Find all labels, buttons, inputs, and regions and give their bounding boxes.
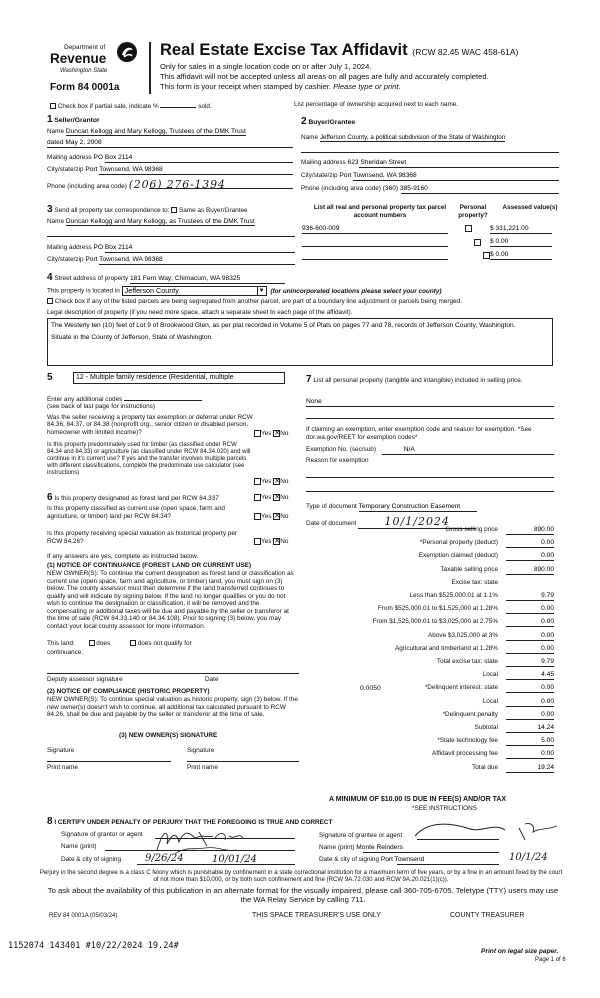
grantor-signature-row [61, 831, 143, 839]
buyer-phone-line [401, 193, 559, 194]
additional-codes-field[interactable] [124, 394, 202, 401]
parcel-line-2 [302, 246, 448, 247]
segregated-checkbox[interactable] [47, 298, 53, 304]
new-owner-signature-1[interactable] [47, 761, 171, 762]
page-number: Page 1 of 6 [535, 957, 566, 963]
parcels-col-header: List all real and personal property tax parcel account numbers [313, 204, 447, 219]
grantee-name-line [363, 852, 499, 853]
calc-row [306, 579, 554, 591]
calc-label: *Delinquent interest: state [424, 684, 498, 692]
county-note: (for unincorporated locations please select your county) [270, 287, 442, 295]
yes-label: Yes [261, 494, 272, 502]
timber-yes-no [254, 478, 288, 486]
does-not-label: does not qualify for [137, 640, 192, 647]
assessed-value-col-header: Assessed value(s) [502, 204, 558, 211]
q2-yes-checkbox[interactable] [254, 478, 261, 485]
exemption-claim-text: If claiming an exemption, enter exemption code and reason for exemption. *See dor.wa.gov/REET for exemption codes* [306, 426, 532, 441]
tax-correspondence-section [47, 204, 295, 268]
new-owner-signature-2[interactable] [187, 761, 299, 762]
calc-label: Gross selling price [445, 526, 498, 533]
calc-value[interactable]: 0.00 [506, 552, 554, 561]
section-number: 4 [47, 272, 53, 283]
section-number: 8 [47, 816, 53, 827]
personal-property-checkbox-3[interactable] [483, 252, 490, 259]
seller-city-line [99, 174, 293, 175]
see-back-note: (see back of last page for instructions) [47, 403, 155, 410]
calc-value[interactable]: 0.00 [506, 632, 554, 641]
personal-property-checkbox-1[interactable] [465, 225, 472, 232]
calc-value[interactable]: 0.00 [506, 684, 554, 693]
calc-label: Total excise tax: state [436, 658, 498, 665]
header-divider [149, 42, 151, 94]
section3-heading [47, 204, 248, 216]
buyer-heading [301, 116, 355, 128]
legal-situate-text: Situate in the County of Jefferson, State of Washington. [51, 333, 214, 341]
calc-label: Affidavit processing fee [432, 750, 498, 758]
yes-label: Yes [261, 478, 272, 486]
buyer-mail-row [301, 159, 406, 167]
type-or-print: Please type or print. [333, 82, 401, 91]
personal-property-col-header: Personal property? [458, 204, 488, 219]
doc-type-label: Type of document [306, 503, 357, 510]
parcel-line-1 [302, 233, 448, 234]
seller-heading [47, 114, 100, 126]
calc-label: Local [482, 671, 498, 679]
grantor-sig-label: Signature of grantor or agent [61, 831, 143, 838]
assessed-value-2[interactable]: $ 0.00 [490, 238, 552, 247]
county-value: Jefferson County [124, 286, 179, 295]
segregated-label: Check box if any of the listed parcels are being segregated from another parcel, are part of a boundary line adjustment or parcels being merged. [54, 298, 462, 305]
this-land-label: This land: [47, 640, 75, 647]
ownership-note: List percentage of ownership acquired next to each name. [294, 101, 459, 108]
minimum-due-note: A MINIMUM OF $10.00 IS DUE IN FEE(S) AND/OR TAX [329, 796, 507, 803]
q2-no-checkbox[interactable] [273, 478, 280, 485]
deputy-sig-label: Deputy assessor signature [47, 676, 123, 683]
partial-percent-field[interactable] [160, 101, 196, 108]
buyer-city-row [301, 172, 417, 180]
buyer-section [301, 116, 559, 198]
parcel-line-3 [302, 259, 448, 260]
legal-description-box[interactable] [47, 318, 553, 366]
calc-label: Total due [472, 763, 498, 771]
new-owner-sig-title: (3) NEW OWNER(S) SIGNATURE [119, 732, 218, 739]
revenue-label: Revenue [50, 51, 107, 66]
revenue-swirl-icon [116, 41, 138, 63]
grantee-date-field[interactable]: 10/1/24 [509, 852, 548, 863]
seller-phone-field[interactable]: (206) 276-1394 [128, 178, 226, 191]
no-label: No [280, 430, 289, 438]
section3-mail-row [47, 244, 132, 252]
forest-yes-no [254, 494, 288, 502]
doc-type-row [306, 503, 477, 512]
calc-row [306, 750, 554, 762]
signature-label-1: Signature [47, 747, 75, 754]
buyer-name-line2 [301, 152, 559, 153]
buyer-phone-row [301, 185, 428, 193]
no-label: No [280, 538, 289, 546]
washington-state-label: Washington State [60, 68, 108, 74]
this-land-row [47, 640, 299, 648]
forest-question [47, 492, 253, 504]
personal-property-question [306, 374, 554, 386]
form-title: Real Estate Excise Tax Affidavit [160, 41, 408, 59]
current-use-yes-no [254, 513, 288, 521]
correspondence-name-field[interactable]: Duncan Kellogg and Mary Kellogg, as Trustees of the DMK Trust [65, 218, 255, 225]
historic-yes-no [254, 538, 288, 546]
rcw-reference: (RCW 82.45 WAC 458-61A) [412, 47, 519, 57]
grantor-name-field[interactable] [105, 850, 295, 851]
notice-compliance-title: (2) NOTICE OF COMPLIANCE (HISTORIC PROPERTY) [47, 688, 210, 695]
historic-yes-checkbox[interactable] [254, 538, 261, 545]
signature-label-2: Signature [187, 747, 215, 754]
section6 [47, 492, 301, 812]
continuance-label: continuance. [47, 649, 84, 656]
grantee-signature-icon [407, 818, 567, 844]
no-label: No [280, 494, 289, 502]
deputy-sig-line [47, 673, 299, 674]
city-label: City/state/zip [47, 166, 84, 173]
forest-yes-checkbox[interactable] [254, 494, 261, 501]
additional-codes-label: Enter any additional codes [47, 396, 123, 403]
receipt-note: This form is your receipt when stamped by cashier. [160, 82, 331, 91]
name-label: Name [47, 218, 65, 225]
legal-description-text: The Westerly ten (10) feet of Lot 9 of Brookwood Glen, as per plat recorded in Volume 5 of Plats on pages 77 and 78, records of Jefferson County, Washington. [51, 322, 516, 329]
calc-row [306, 658, 554, 670]
yes-label: Yes [261, 538, 272, 546]
calc-label: Less than $525,000.01 at 1.1% [409, 592, 498, 599]
calc-row [306, 711, 554, 723]
buyer-title: Buyer/Grantee [308, 119, 356, 126]
partial-sale-row [50, 101, 212, 111]
seller-city-field[interactable]: Port Townsend, WA 98368 [85, 166, 163, 173]
see-instructions-note: *SEE INSTRUCTIONS [412, 805, 477, 812]
phone-label: Phone (including area code) [47, 183, 127, 190]
current-use-no-checkbox[interactable] [273, 513, 280, 520]
calc-value[interactable]: 0.00 [506, 605, 554, 614]
buyer-name-row [301, 134, 559, 142]
certify-title: I CERTIFY UNDER PENALTY OF PERJURY THAT THE FOREGOING IS TRUE AND CORRECT [54, 819, 333, 826]
calc-label: *Delinquent penalty [442, 710, 498, 718]
assessed-value-3[interactable]: $ 0.00 [490, 251, 552, 260]
calc-value[interactable]: 0.00 [506, 539, 554, 548]
buyer-name-field[interactable]: Jefferson County, a political subdivision of the State of Washington [319, 134, 506, 141]
reason-label: Reason for exemption [306, 457, 369, 464]
calc-value[interactable]: 14.24 [506, 724, 554, 733]
calc-value[interactable]: 0.00 [506, 618, 554, 627]
exemption-no-row [306, 446, 415, 454]
deputy-date-label: Date [205, 676, 219, 683]
seller-city-row [47, 166, 293, 174]
seller-phone-line [149, 188, 293, 189]
calc-row [306, 737, 554, 749]
same-as-buyer-label: Same as Buyer/Grantee [179, 207, 248, 214]
calc-label: From $1,525,000.01 to $3,025,000 at 2.75% [372, 618, 498, 626]
calc-value[interactable]: 0.00 [506, 645, 554, 654]
located-label: This property is located in [47, 287, 120, 295]
treasurer-stamp: 1152074 143401 #10/22/2024 19.24# [8, 941, 179, 951]
seller-mail-field[interactable]: PO Box 2114 [93, 154, 133, 161]
no-label: No [280, 478, 289, 486]
calc-row [306, 671, 554, 683]
grantor-name-row [61, 843, 97, 851]
parcel-number-1[interactable]: 936-600-009 [302, 225, 340, 232]
section3-name-row [47, 218, 295, 226]
calc-row [306, 526, 554, 538]
section-number: 7 [306, 374, 312, 385]
exemption-question: Was the seller receiving a property tax exemption or deferral under RCW 84.36, 84.37, or 84.38 (nonprofit org., senior citizen or disabled person, homeowner with limited income)? [47, 414, 253, 436]
calc-label: Above $3,025,000 at 3% [428, 631, 498, 639]
date-city-label: Date & city of signing [319, 856, 380, 863]
name-print-label: Name (print) [61, 843, 97, 850]
calc-row [306, 724, 554, 736]
section-number: 3 [47, 204, 53, 215]
calc-label: Subtotal [474, 724, 498, 731]
revenue-logo [50, 44, 145, 82]
city-label: City/state/zip [301, 172, 338, 179]
seller-name-field[interactable]: Duncan Kellogg and Mary Kellogg, Trustees of the DMK Trust [65, 128, 246, 135]
grantee-name-row [319, 844, 403, 852]
timber-question: Is this property predominately used for timber (as classified under RCW 84.34 and 84.33) or agriculture (as classified under RCW 84.34.020) and will continue in it's current use? If yes and the transfer involves multiple parcels with different classifications, complete the predominate use calculator (see instructions) [47, 442, 251, 476]
q1-yes-checkbox[interactable] [254, 430, 261, 437]
name-label: Name [301, 134, 319, 141]
grantee-date-line [397, 864, 499, 865]
calc-row [306, 764, 554, 776]
seller-name-row [47, 128, 293, 136]
forest-question-text: Is this property designated as forest land per RCW 84.337 [54, 495, 219, 502]
section3-city-row [47, 256, 163, 264]
calc-value[interactable]: 0.00 [506, 750, 554, 759]
mail-label: Mailing address [47, 244, 92, 251]
calc-label: Taxable selling price [440, 565, 498, 573]
assessed-value-1[interactable]: $ 331,221.00 [490, 225, 552, 234]
street-address-field[interactable]: 181 Fern Way; Chimacum, WA 98325 [130, 275, 285, 284]
personal-property-value[interactable]: None [306, 398, 322, 405]
local-rate: 0.0050 [360, 685, 381, 692]
section-number: 5 [47, 372, 53, 383]
grantee-signature-label: Signature of grantee or agent [319, 832, 403, 839]
does-checkbox[interactable] [89, 640, 95, 646]
name-label: Name [47, 128, 65, 135]
form-title-row [160, 41, 518, 61]
doc-date-label: Date of document [306, 520, 357, 527]
personal-property-checkbox-2[interactable] [474, 239, 481, 246]
date-city-label: Date & city of signing [61, 856, 122, 863]
calc-row [306, 698, 554, 710]
seller-mail-row [47, 154, 293, 162]
calc-label: Exemption claimed (deduct) [418, 552, 498, 560]
notice-continuance-title: (1) NOTICE OF CONTINUANCE (FOREST LAND OR CURRENT USE) [47, 562, 252, 569]
calc-label: *Personal property (deduct) [419, 539, 498, 547]
calc-value[interactable]: 0.00 [506, 711, 554, 720]
chevron-down-icon[interactable]: ▼ [257, 287, 266, 295]
partial-sale-label: Check box if partial sale, indicate % [57, 103, 159, 110]
q1-no-checkbox[interactable] [273, 430, 280, 437]
yes-label: Yes [261, 430, 272, 438]
exemption-no-line [382, 454, 554, 455]
street-address-row [47, 272, 285, 284]
buyer-mail-field[interactable]: 623 Sheridan Street [347, 159, 407, 166]
street-label: Street address of property [54, 275, 129, 282]
perjury-notice [38, 869, 564, 883]
calc-label: Excise tax: state [451, 578, 498, 586]
mail-label: Mailing address [47, 154, 92, 161]
tax-calculation-table [306, 526, 554, 784]
grantee-date-row [319, 856, 424, 864]
calc-row [306, 645, 554, 657]
notice-compliance-text: NEW OWNER(S): To continue special valuation as historic property, sign (3) below. If the new owner(s) doesn't wish to continue, all additional tax calculated pursuant to RCW 84.26, shall be due and payable by the seller or transferor at the time of sale. [47, 696, 298, 719]
print-name-label-1: Print name [47, 764, 78, 771]
treasurer-use-label: THIS SPACE TREASURER'S USE ONLY [252, 912, 381, 919]
partial-sale-checkbox[interactable] [50, 103, 56, 109]
exemption-no-label: Exemption No. (sec/sub) [306, 446, 376, 453]
exemption-yes-no [254, 430, 288, 438]
form-number: Form 84 0001a [50, 82, 120, 93]
exemption-no-field[interactable]: N/A [403, 446, 415, 453]
correspondence-city-field[interactable]: Port Townsend, WA 98368 [85, 256, 163, 263]
correspondence-mail-line [105, 252, 295, 253]
legal-description-label: Legal description of property (if you need more space, attach a separate sheet to each page of the affidavit). [47, 309, 353, 316]
grantee-name-field[interactable]: Monte Reinders [356, 844, 403, 851]
calc-value[interactable]: 9.79 [506, 592, 554, 601]
grantee-city-field[interactable]: Port Townsend [380, 856, 425, 863]
county-select[interactable] [122, 286, 267, 296]
buyer-city-line [353, 180, 559, 181]
seller-section [47, 114, 293, 196]
personal-property-line-1 [306, 406, 554, 407]
section-number: 1 [47, 114, 53, 125]
calc-row [306, 592, 554, 604]
section8 [47, 816, 557, 868]
header-line-2: This affidavit will not be accepted unless all areas on all pages are fully and accurately completed. [160, 72, 489, 81]
personal-property-title: List all personal property (tangible and intangible) included in selling price. [313, 377, 523, 384]
rev-number: REV 84 0001A (05/03/24) [49, 913, 118, 919]
grantor-date-row [61, 856, 121, 864]
personal-property-line-2 [306, 418, 554, 419]
correspondence-mail-field[interactable]: PO Box 2114 [93, 244, 133, 251]
historic-question: Is this property receiving special valuation as historical property per RCW 84.26? [47, 530, 238, 545]
section5 [47, 372, 301, 490]
print-name-label-2: Print name [187, 764, 218, 771]
calc-value[interactable]: 5.00 [506, 737, 554, 746]
does-not-checkbox[interactable] [130, 640, 136, 646]
dept-of-label: Department of [64, 44, 106, 51]
calc-label: Agricultural and timberland at 1.28% [394, 644, 498, 652]
seller-title: Seller/Grantor [54, 117, 100, 124]
name-print-label: Name (print) [319, 844, 355, 851]
historic-no-checkbox[interactable] [273, 538, 280, 545]
reason-line-1 [306, 477, 554, 478]
same-as-buyer-checkbox[interactable] [171, 207, 177, 213]
reason-line-2 [306, 491, 554, 492]
section-number: 6 [47, 492, 53, 503]
correspondence-city-line [99, 264, 295, 265]
calc-row [306, 684, 554, 696]
print-legal-note: Print on legal size paper. [481, 948, 559, 955]
header-line-1: Only for sales in a single location code on or after July 1, 2024. [160, 62, 372, 71]
calc-row [306, 539, 554, 551]
forest-no-checkbox[interactable] [273, 494, 280, 501]
calc-label: Local [482, 697, 498, 705]
buyer-mail-line [359, 167, 559, 168]
seller-mail-line [105, 162, 293, 163]
buyer-city-field[interactable]: Port Townsend, WA 98368 [339, 172, 417, 179]
segregated-row [47, 298, 462, 306]
mail-label: Mailing address [301, 159, 346, 166]
seller-name-field-line2[interactable]: dated May 2, 2008 [47, 139, 293, 148]
section3-title: Send all property tax correspondence to: [54, 207, 170, 214]
perjury-text: Perjury in the second degree is a class C felony which is punishable by confinement in a state correctional institution for a maximum term of five years, or by a fine in an amount fixed by the court of not more than $10,000, or by both such confinement and fine (RCW 9A.72.030 and RCW 9A.20.021(1)(c)). [39, 869, 563, 883]
grantor-date-field[interactable]: 9/26/24 [145, 853, 184, 864]
current-use-question: Is this property classified as current use (open space, farm and agriculture, or timber) land per RCW 84.34? [47, 505, 225, 520]
calc-value[interactable]: 0.00 [506, 698, 554, 707]
does-label: does [96, 640, 111, 647]
alt-format-notice: To ask about the availability of this publication in an alternate format for the visually impaired, please call 360-705-6705. Teletype (TTY) users may use the WA Relay Service by calling 711. [47, 886, 559, 905]
calc-row [306, 632, 554, 644]
calc-row [306, 552, 554, 564]
header-line-3 [160, 82, 401, 91]
if-yes-note: If any answers are yes, complete as instructed below. [47, 553, 199, 560]
calc-row [306, 605, 554, 617]
calc-label: *State technology fee [437, 737, 498, 745]
notice-continuance-text: NEW OWNER(S): To continue the current designation as forest land or classification as current use (open space, farm and agriculture, or timber) land, you must sign on (3) below. The county assessor must then determine if the land transferred continues to qualify and will indicate by signing below. If the land no longer qualifies or you do not wish to continue the designation or classification, it will be removed and the compensating or additional taxes will be due and payable by the seller or transferor at the time of sale (RCW 84.33.140 or 84.34.108). Prior to signing (3) below, you may contact your local county assessor for more information. [47, 570, 294, 630]
calc-value[interactable]: 4.45 [506, 671, 554, 680]
calc-value[interactable]: 890.00 [506, 566, 554, 575]
city-label: City/state/zip [47, 256, 84, 263]
sold-label: sold. [198, 103, 212, 110]
section-number: 2 [301, 116, 307, 127]
county-treasurer-label: COUNTY TREASURER [450, 912, 525, 919]
calc-row [306, 618, 554, 630]
calc-value[interactable]: 19.24 [506, 764, 554, 773]
doc-type-field[interactable]: Temporary Construction Easement [359, 503, 477, 512]
current-use-yes-checkbox[interactable] [254, 513, 261, 520]
seller-phone-row [47, 178, 293, 191]
calc-row [306, 566, 554, 578]
buyer-phone-field[interactable]: (360) 385-9160 [382, 185, 428, 192]
calc-value[interactable]: 9.79 [506, 658, 554, 667]
phone-label: Phone (including area code) [301, 185, 381, 192]
calc-label: From $525,000.01 to $1,525,000 at 1.28% [377, 605, 498, 613]
use-code-field[interactable]: 12 - Multiple family residence (Residential, multiple [73, 372, 285, 384]
no-label: No [280, 513, 289, 521]
correspondence-name-line2 [47, 236, 295, 237]
doc-date-field[interactable]: 10/1/2024 [358, 515, 476, 529]
grantor-date-field-2[interactable]: 10/01/24 [212, 854, 257, 865]
yes-label: Yes [261, 513, 272, 521]
county-row [47, 286, 442, 296]
calc-value[interactable]: 890.00 [506, 526, 554, 535]
parcels-table [302, 204, 560, 266]
